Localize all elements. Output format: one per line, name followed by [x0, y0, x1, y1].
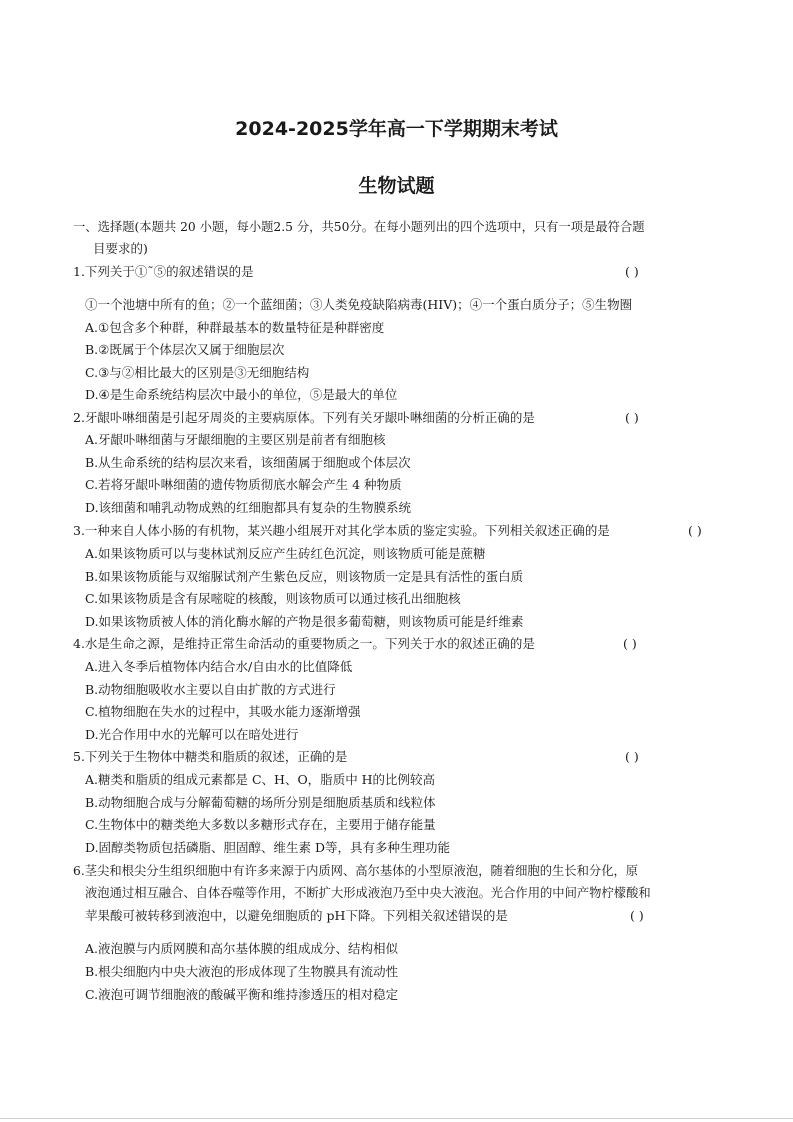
question-5-option-c: C.生物体中的糖类绝大多数以多糖形式存在，主要用于储存能量 — [85, 817, 436, 832]
subject-title: 生物试题 — [358, 175, 435, 197]
question-2-answer-blank: ( ) — [625, 410, 639, 425]
question-1-materials: ①一个池塘中所有的鱼；②一个蓝细菌；③人类免疫缺陷病毒(HIV)；④一个蛋白质分子；⑤生物圈 — [85, 297, 633, 312]
page-bottom-divider — [0, 1118, 793, 1119]
question-2-option-c: C.若将牙龈卟啉细菌的遗传物质彻底水解会产生 4 种物质 — [85, 477, 402, 492]
question-4-answer-blank: ( ) — [623, 636, 637, 651]
question-1-answer-blank: ( ) — [625, 264, 639, 279]
question-4-option-b: B.动物细胞吸收水主要以自由扩散的方式进行 — [85, 682, 336, 697]
question-2-stem: 2.牙龈卟啉细菌是引起牙周炎的主要病原体。下列有关牙龈卟啉细菌的分析正确的是 — [73, 410, 535, 425]
question-3-stem: 3.一种来自人体小肠的有机物，某兴趣小组展开对其化学本质的鉴定实验。下列相关叙述正确的是 — [73, 523, 610, 538]
question-4-option-a: A.进入冬季后植物体内结合水/自由水的比值降低 — [85, 659, 353, 674]
question-2-option-a: A.牙龈卟啉细菌与牙龈细胞的主要区别是前者有细胞核 — [85, 432, 386, 447]
question-1-option-a: A.①包含多个种群，种群最基本的数量特征是种群密度 — [85, 320, 385, 335]
question-3-option-a: A.如果该物质可以与斐林试剂反应产生砖红色沉淀，则该物质可能是蔗糖 — [85, 546, 486, 561]
question-6-stem-line2: 液泡通过相互融合、自体吞噬等作用，不断扩大形成液泡乃至中央大液泡。光合作用的中间产物柠檬酸和 — [85, 886, 651, 900]
section-instructions-line1: 一、选择题(本题共 20 小题，每小题2.5 分，共50分。在每小题列出的四个选项中，只有一项是最符合题 — [73, 220, 645, 234]
question-3-option-c: C.如果该物质是含有尿嘧啶的核酸，则该物质可以通过核孔出细胞核 — [85, 591, 461, 606]
section-instructions-line2: 目要求的) — [93, 241, 148, 256]
question-5-option-a: A.糖类和脂质的组成元素都是 C、H、O，脂质中 H的比例较高 — [85, 772, 436, 787]
question-2-option-d: D.该细菌和哺乳动物成熟的红细胞都具有复杂的生物膜系统 — [85, 500, 412, 515]
question-6-option-c: C.液泡可调节细胞液的酸碱平衡和维持渗透压的相对稳定 — [85, 987, 399, 1002]
question-6-stem-line1: 6.茎尖和根尖分生组织细胞中有许多来源于内质网、高尔基体的小型原液泡，随着细胞的生长和分化，原 — [73, 864, 639, 878]
question-5-answer-blank: ( ) — [625, 749, 639, 764]
question-3-answer-blank: ( ) — [688, 523, 702, 538]
question-3-option-b: B.如果该物质能与双缩脲试剂产生紫色反应，则该物质一定是具有活性的蛋白质 — [85, 569, 524, 584]
question-1-option-d: D.④是生命系统结构层次中最小的单位，⑤是最大的单位 — [85, 387, 398, 402]
question-6-option-a: A.液泡膜与内质网膜和高尔基体膜的组成成分、结构相似 — [85, 941, 399, 956]
question-1-option-c: C.③与②相比最大的区别是③无细胞结构 — [85, 365, 310, 380]
question-5-option-b: B.动物细胞合成与分解葡萄糖的场所分别是细胞质基质和线粒体 — [85, 795, 436, 810]
question-5-stem: 5.下列关于生物体中糖类和脂质的叙述，正确的是 — [73, 749, 348, 764]
question-5-option-d: D.固醇类物质包括磷脂、胆固醇、维生素 D等，具有多种生理功能 — [85, 840, 451, 855]
question-6-answer-blank: ( ) — [630, 908, 644, 923]
question-4-option-c: C.植物细胞在失水的过程中，其吸水能力逐渐增强 — [85, 704, 361, 719]
question-1-stem: 1.下列关于①˜⑤的叙述错误的是 — [73, 264, 254, 279]
question-4-stem: 4.水是生命之源，是维持正常生命活动的重要物质之一。下列关于水的叙述正确的是 — [73, 636, 535, 651]
question-4-option-d: D.光合作用中水的光解可以在暗处进行 — [85, 727, 299, 742]
question-3-option-d: D.如果该物质被人体的消化酶水解的产物是很多葡萄糖，则该物质可能是纤维素 — [85, 614, 524, 629]
question-1-option-b: B.②既属于个体层次又属于细胞层次 — [85, 342, 285, 357]
question-2-option-b: B.从生命系统的结构层次来看，该细菌属于细胞或个体层次 — [85, 455, 411, 470]
question-6-option-b: B.根尖细胞内中央大液泡的形成体现了生物膜具有流动性 — [85, 964, 399, 979]
exam-title: 2024-2025学年高一下学期期末考试 — [235, 118, 558, 140]
question-6-stem-line3: 苹果酸可被转移到液泡中，以避免细胞质的 pH下降。下列相关叙述错误的是 — [85, 908, 508, 923]
